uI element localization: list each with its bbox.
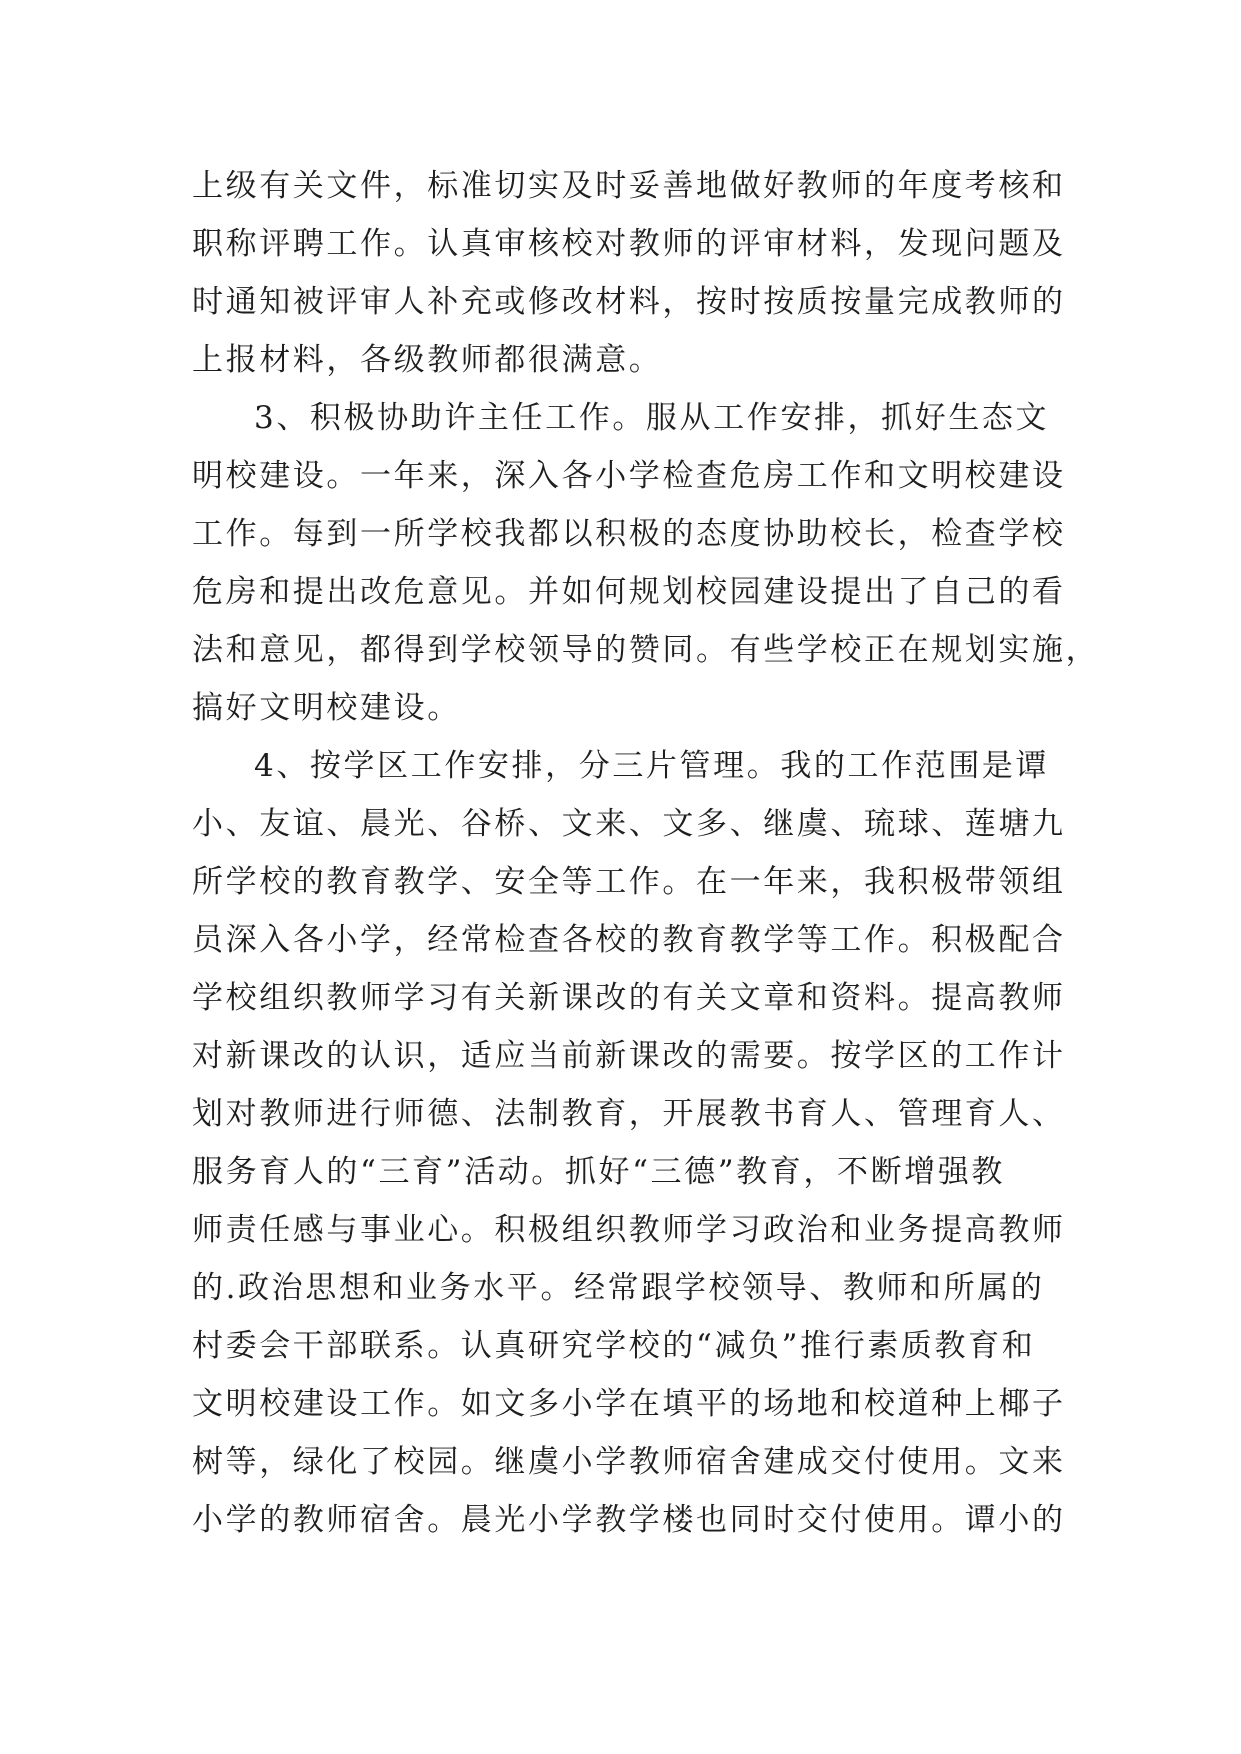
text-line: 树等，绿化了校园。继虞小学教师宿舍建成交付使用。文来 <box>192 1444 1066 1480</box>
text-line: 上报材料，各级教师都很满意。 <box>192 342 663 378</box>
text-line: 划对教师进行师德、法制教育，开展教书育人、管理育人、 <box>192 1096 1066 1132</box>
text-line: 搞好文明校建设。 <box>192 690 461 726</box>
text-line: 法和意见，都得到学校领导的赞同。有些学校正在规划实施， <box>192 632 1100 668</box>
text-line: 学校组织教师学习有关新课改的有关文章和资料。提高教师 <box>192 980 1066 1016</box>
text-line: 员深入各小学，经常检查各校的教育教学等工作。积极配合 <box>192 922 1066 958</box>
text-line: 村委会干部联系。认真研究学校的“减负”推行素质教育和 <box>192 1328 1036 1364</box>
text-line: 师责任感与事业心。积极组织教师学习政治和业务提高教师 <box>192 1212 1066 1248</box>
text-line: 时通知被评审人补充或修改材料，按时按质按量完成教师的 <box>192 284 1066 320</box>
text-line: 的.政治思想和业务水平。经常跟学校领导、教师和所属的 <box>192 1270 1045 1306</box>
text-line: 小、友谊、晨光、谷桥、文来、文多、继虞、琉球、莲塘九 <box>192 806 1066 842</box>
text-line: 工作。每到一所学校我都以积极的态度协助校长，检查学校 <box>192 516 1066 552</box>
text-line: 明校建设。一年来，深入各小学检查危房工作和文明校建设 <box>192 458 1066 494</box>
text-line: 小学的教师宿舍。晨光小学教学楼也同时交付使用。谭小的 <box>192 1502 1066 1538</box>
text-line: 危房和提出改危意见。并如何规划校园建设提出了自己的看 <box>192 574 1066 610</box>
text-line: 3、积极协助许主任工作。服从工作安排，抓好生态文 <box>254 400 1050 436</box>
text-line: 上级有关文件，标准切实及时妥善地做好教师的年度考核和 <box>192 168 1066 204</box>
text-line: 文明校建设工作。如文多小学在填平的场地和校道种上椰子 <box>192 1386 1066 1422</box>
text-line: 4、按学区工作安排，分三片管理。我的工作范围是谭 <box>254 748 1050 784</box>
text-line: 所学校的教育教学、安全等工作。在一年来，我积极带领组 <box>192 864 1066 900</box>
text-line: 对新课改的认识，适应当前新课改的需要。按学区的工作计 <box>192 1038 1066 1074</box>
text-line: 职称评聘工作。认真审核校对教师的评审材料，发现问题及 <box>192 226 1066 262</box>
text-line: 服务育人的“三育”活动。抓好“三德”教育，不断增强教 <box>192 1154 1005 1190</box>
